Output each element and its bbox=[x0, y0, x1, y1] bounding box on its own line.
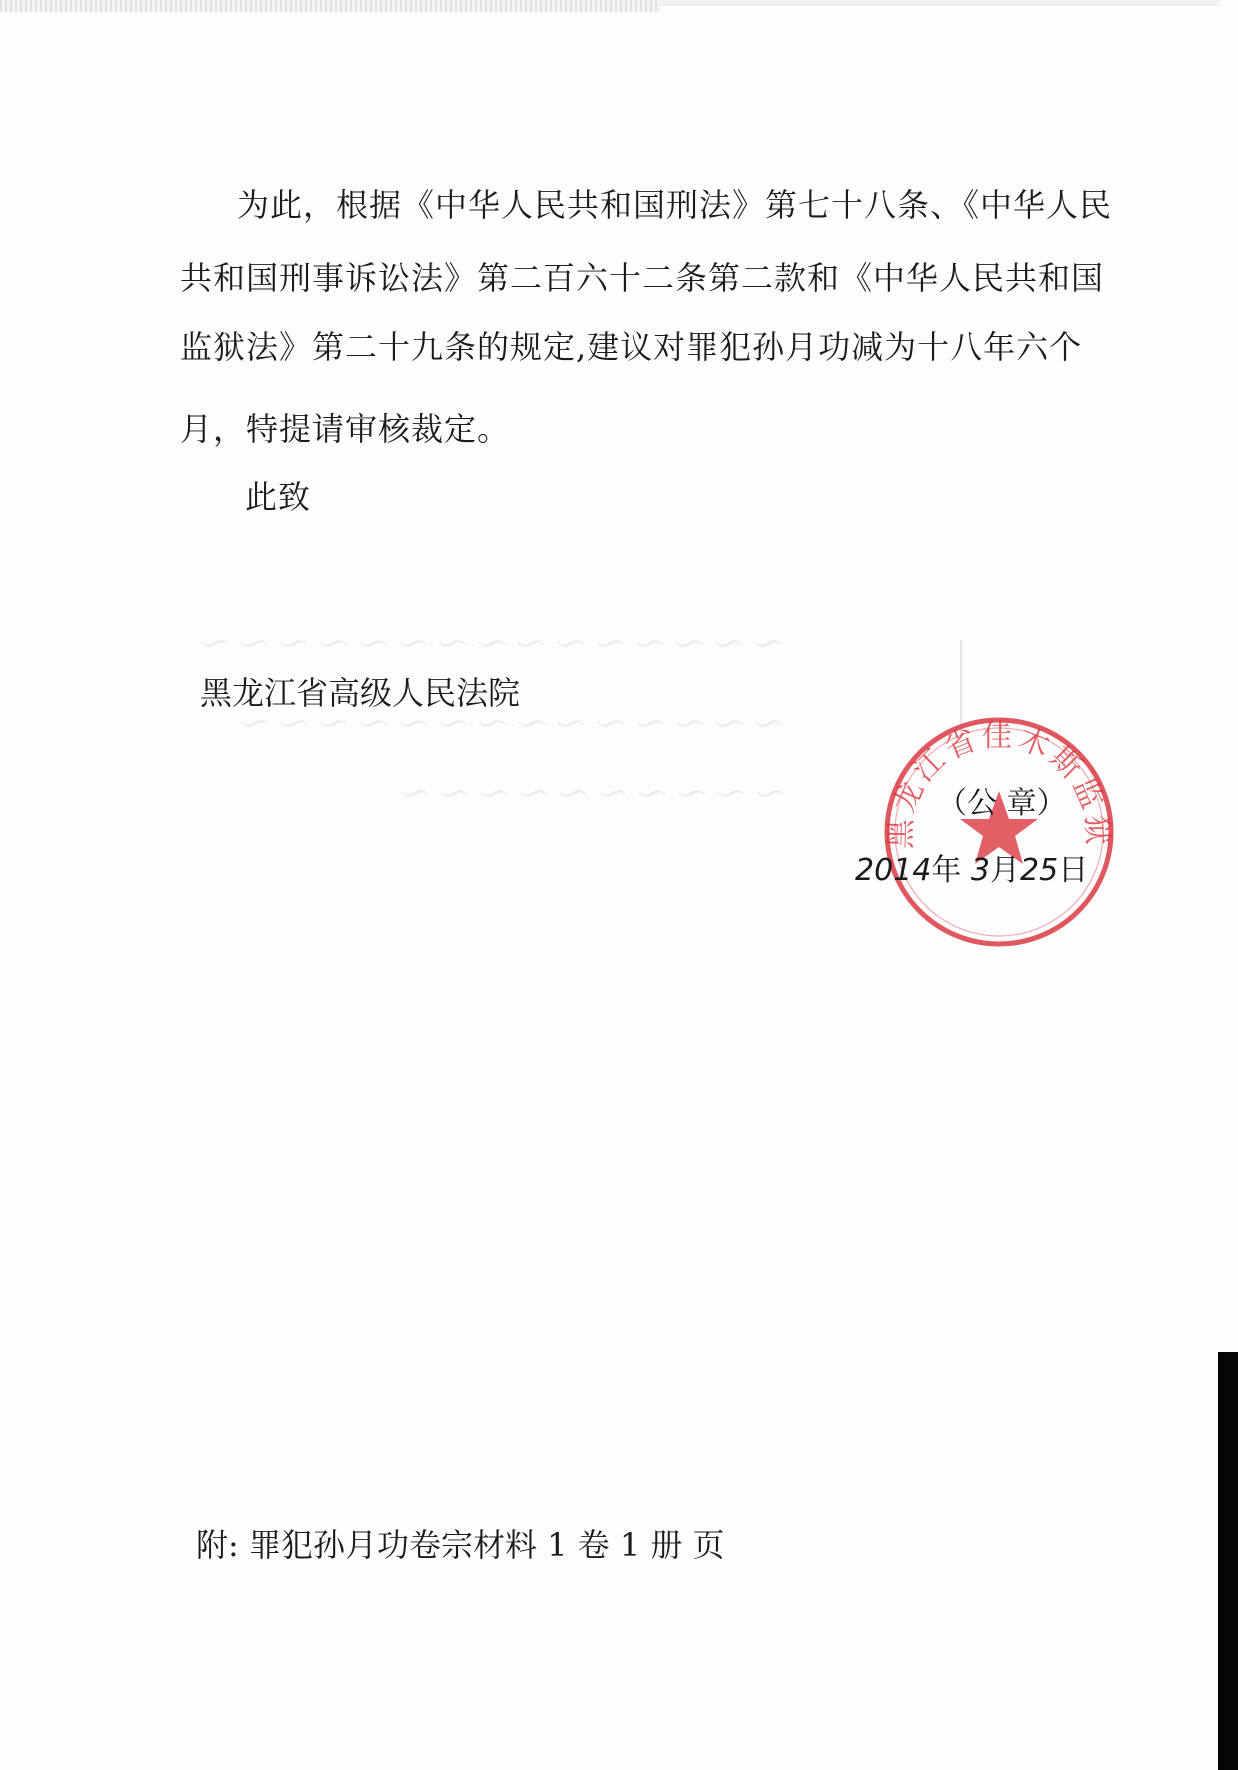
bleed-through-line: ～ ～ ～ ～ ～ ～ ～ ～ ～ ～ ～ ～ ～ ～ bbox=[240, 708, 784, 743]
date-month: 3 bbox=[970, 853, 990, 888]
court-name: 黑龙江省高级人民法院 bbox=[200, 674, 521, 712]
date-year-suffix: 年 bbox=[931, 853, 962, 888]
date-day-suffix: 日 bbox=[1058, 853, 1089, 888]
attachment-note: 附: 罪犯孙月功卷宗材料 1 卷 1 册 页 bbox=[196, 1526, 725, 1564]
body-paragraph-line-4: 月，特提请审核裁定。 bbox=[180, 410, 511, 448]
scan-edge-shadow bbox=[1218, 1352, 1238, 1770]
date-day: 25 bbox=[1020, 853, 1059, 888]
date-year: 2014 bbox=[855, 853, 932, 888]
body-paragraph-line-2: 共和国刑事诉讼法》第二百六十二条第二款和《中华人民共和国 bbox=[180, 259, 1105, 297]
signing-date bbox=[855, 845, 1088, 889]
bleed-through-line: ～ ～ ～ ～ ～ ～ ～ ～ ～ ～ ～ ～ ～ ～ ～ bbox=[200, 628, 784, 663]
scan-top-band-tail bbox=[660, 0, 1220, 6]
body-paragraph-line-3: 监狱法》第二十九条的规定,建议对罪犯孙月功减为十八年六个 bbox=[180, 328, 1083, 366]
seal-label: （公 章） bbox=[937, 786, 1067, 821]
date-month-suffix: 月 bbox=[990, 853, 1020, 888]
scan-top-band bbox=[0, 0, 660, 12]
official-seal bbox=[878, 713, 1120, 951]
body-paragraph-line-1: 为此，根据《中华人民共和国刑法》第七十八条、《中华人民 bbox=[237, 186, 1113, 224]
seal-text: 黑龙江省佳木斯监狱 bbox=[883, 719, 1115, 850]
salutation: 此致 bbox=[245, 478, 312, 516]
bleed-through-line: ～ ～ ～ ～ ～ ～ ～ ～ ～ ～ bbox=[400, 778, 786, 813]
